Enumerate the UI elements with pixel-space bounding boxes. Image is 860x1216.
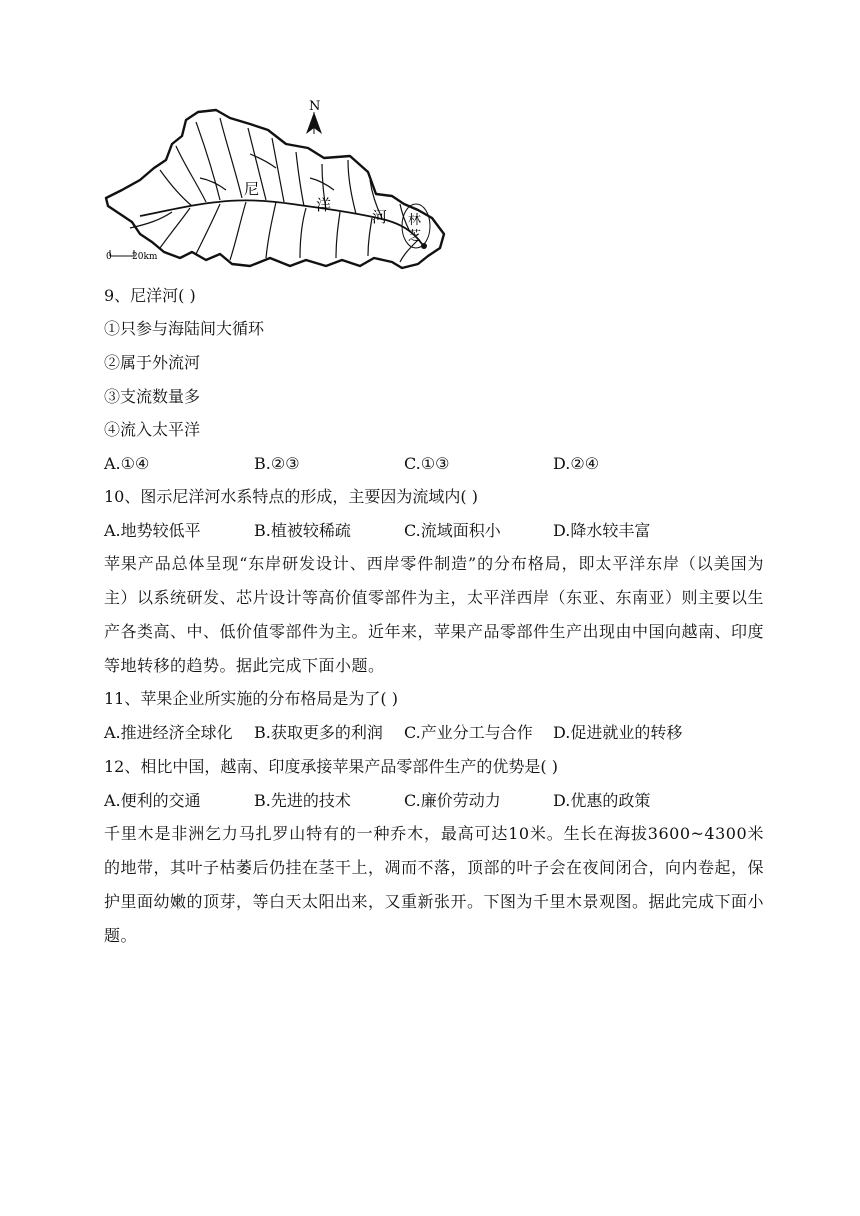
north-label: N [309, 99, 321, 114]
north-arrow-icon [306, 112, 322, 134]
town-char-1: 林 [408, 213, 422, 228]
q10-stem: 10、图示尼洋河水系特点的形成，主要因为流域内( ) [104, 487, 478, 506]
q9-option-a[interactable]: A.①④ [104, 454, 150, 473]
q10-option-d[interactable]: D.降水较丰富 [553, 521, 651, 540]
q10-option-a[interactable]: A.地势较低平 [104, 521, 201, 540]
q9-statement-1: ①只参与海陆间大循环 [104, 319, 265, 338]
q11-stem: 11、苹果企业所实施的分布格局是为了( ) [104, 689, 398, 708]
q12-option-b[interactable]: B.先进的技术 [254, 791, 351, 810]
q9-stem: 9、尼洋河( ) [104, 286, 196, 305]
q12-stem: 12、相比中国，越南、印度承接苹果产品零部件生产的优势是( ) [104, 757, 558, 776]
q9-option-c[interactable]: C.①③ [404, 454, 450, 473]
q9-statement-4: ④流入太平洋 [104, 420, 201, 439]
q11-option-c[interactable]: C.产业分工与合作 [404, 723, 533, 742]
river-char-1: 尼 [244, 180, 260, 198]
q12-option-c[interactable]: C.廉价劳动力 [404, 791, 501, 810]
passage-qianlimu: 千里木是非洲乞力马扎罗山特有的一种乔木，最高可达10米。生长在海拔3600~4300米的地带，其叶子枯萎后仍挂在茎干上，凋而不落，顶部的叶子会在夜间闭合，向内卷起，保护里面幼嫩的顶芽，等白天太阳出来，又重新张开。下图为千里木景观图。据此完成下面小题。 [104, 824, 765, 945]
q11-option-a[interactable]: A.推进经济全球化 [104, 723, 233, 742]
q10-option-b[interactable]: B.植被较稀疏 [254, 521, 351, 540]
q12-option-d[interactable]: D.优惠的政策 [553, 791, 651, 810]
river-char-2: 洋 [316, 196, 332, 214]
passage-apple: 苹果产品总体呈现“东岸研发设计、西岸零件制造”的分布格局，即太平洋东岸（以美国为主）以系统研发、芯片设计等高价值零部件为主，太平洋西岸（东亚、东南亚）则主要以生产各类高、中、低价值零部件为主。近年来，苹果产品零部件生产出现由中国向越南、印度等地转移的趋势。据此完成下面小题。 [104, 554, 765, 675]
q9-statement-3: ③支流数量多 [104, 387, 201, 406]
q9-statement-2: ②属于外流河 [104, 353, 201, 372]
nyang-river-map [100, 98, 450, 270]
basin-outline [106, 110, 444, 268]
town-char-2: 芝 [408, 229, 422, 244]
town-dot-icon [421, 243, 427, 249]
q9-option-d[interactable]: D.②④ [553, 454, 600, 473]
scale-start-label: 0 [106, 252, 112, 262]
q11-option-d[interactable]: D.促进就业的转移 [553, 723, 683, 742]
q9-option-b[interactable]: B.②③ [254, 454, 300, 473]
q10-option-c[interactable]: C.流域面积小 [404, 521, 501, 540]
river-char-3: 河 [372, 208, 388, 226]
q12-option-a[interactable]: A.便利的交通 [104, 791, 201, 810]
scale-end-label: 20km [132, 252, 158, 262]
q11-option-b[interactable]: B.获取更多的利润 [254, 723, 383, 742]
